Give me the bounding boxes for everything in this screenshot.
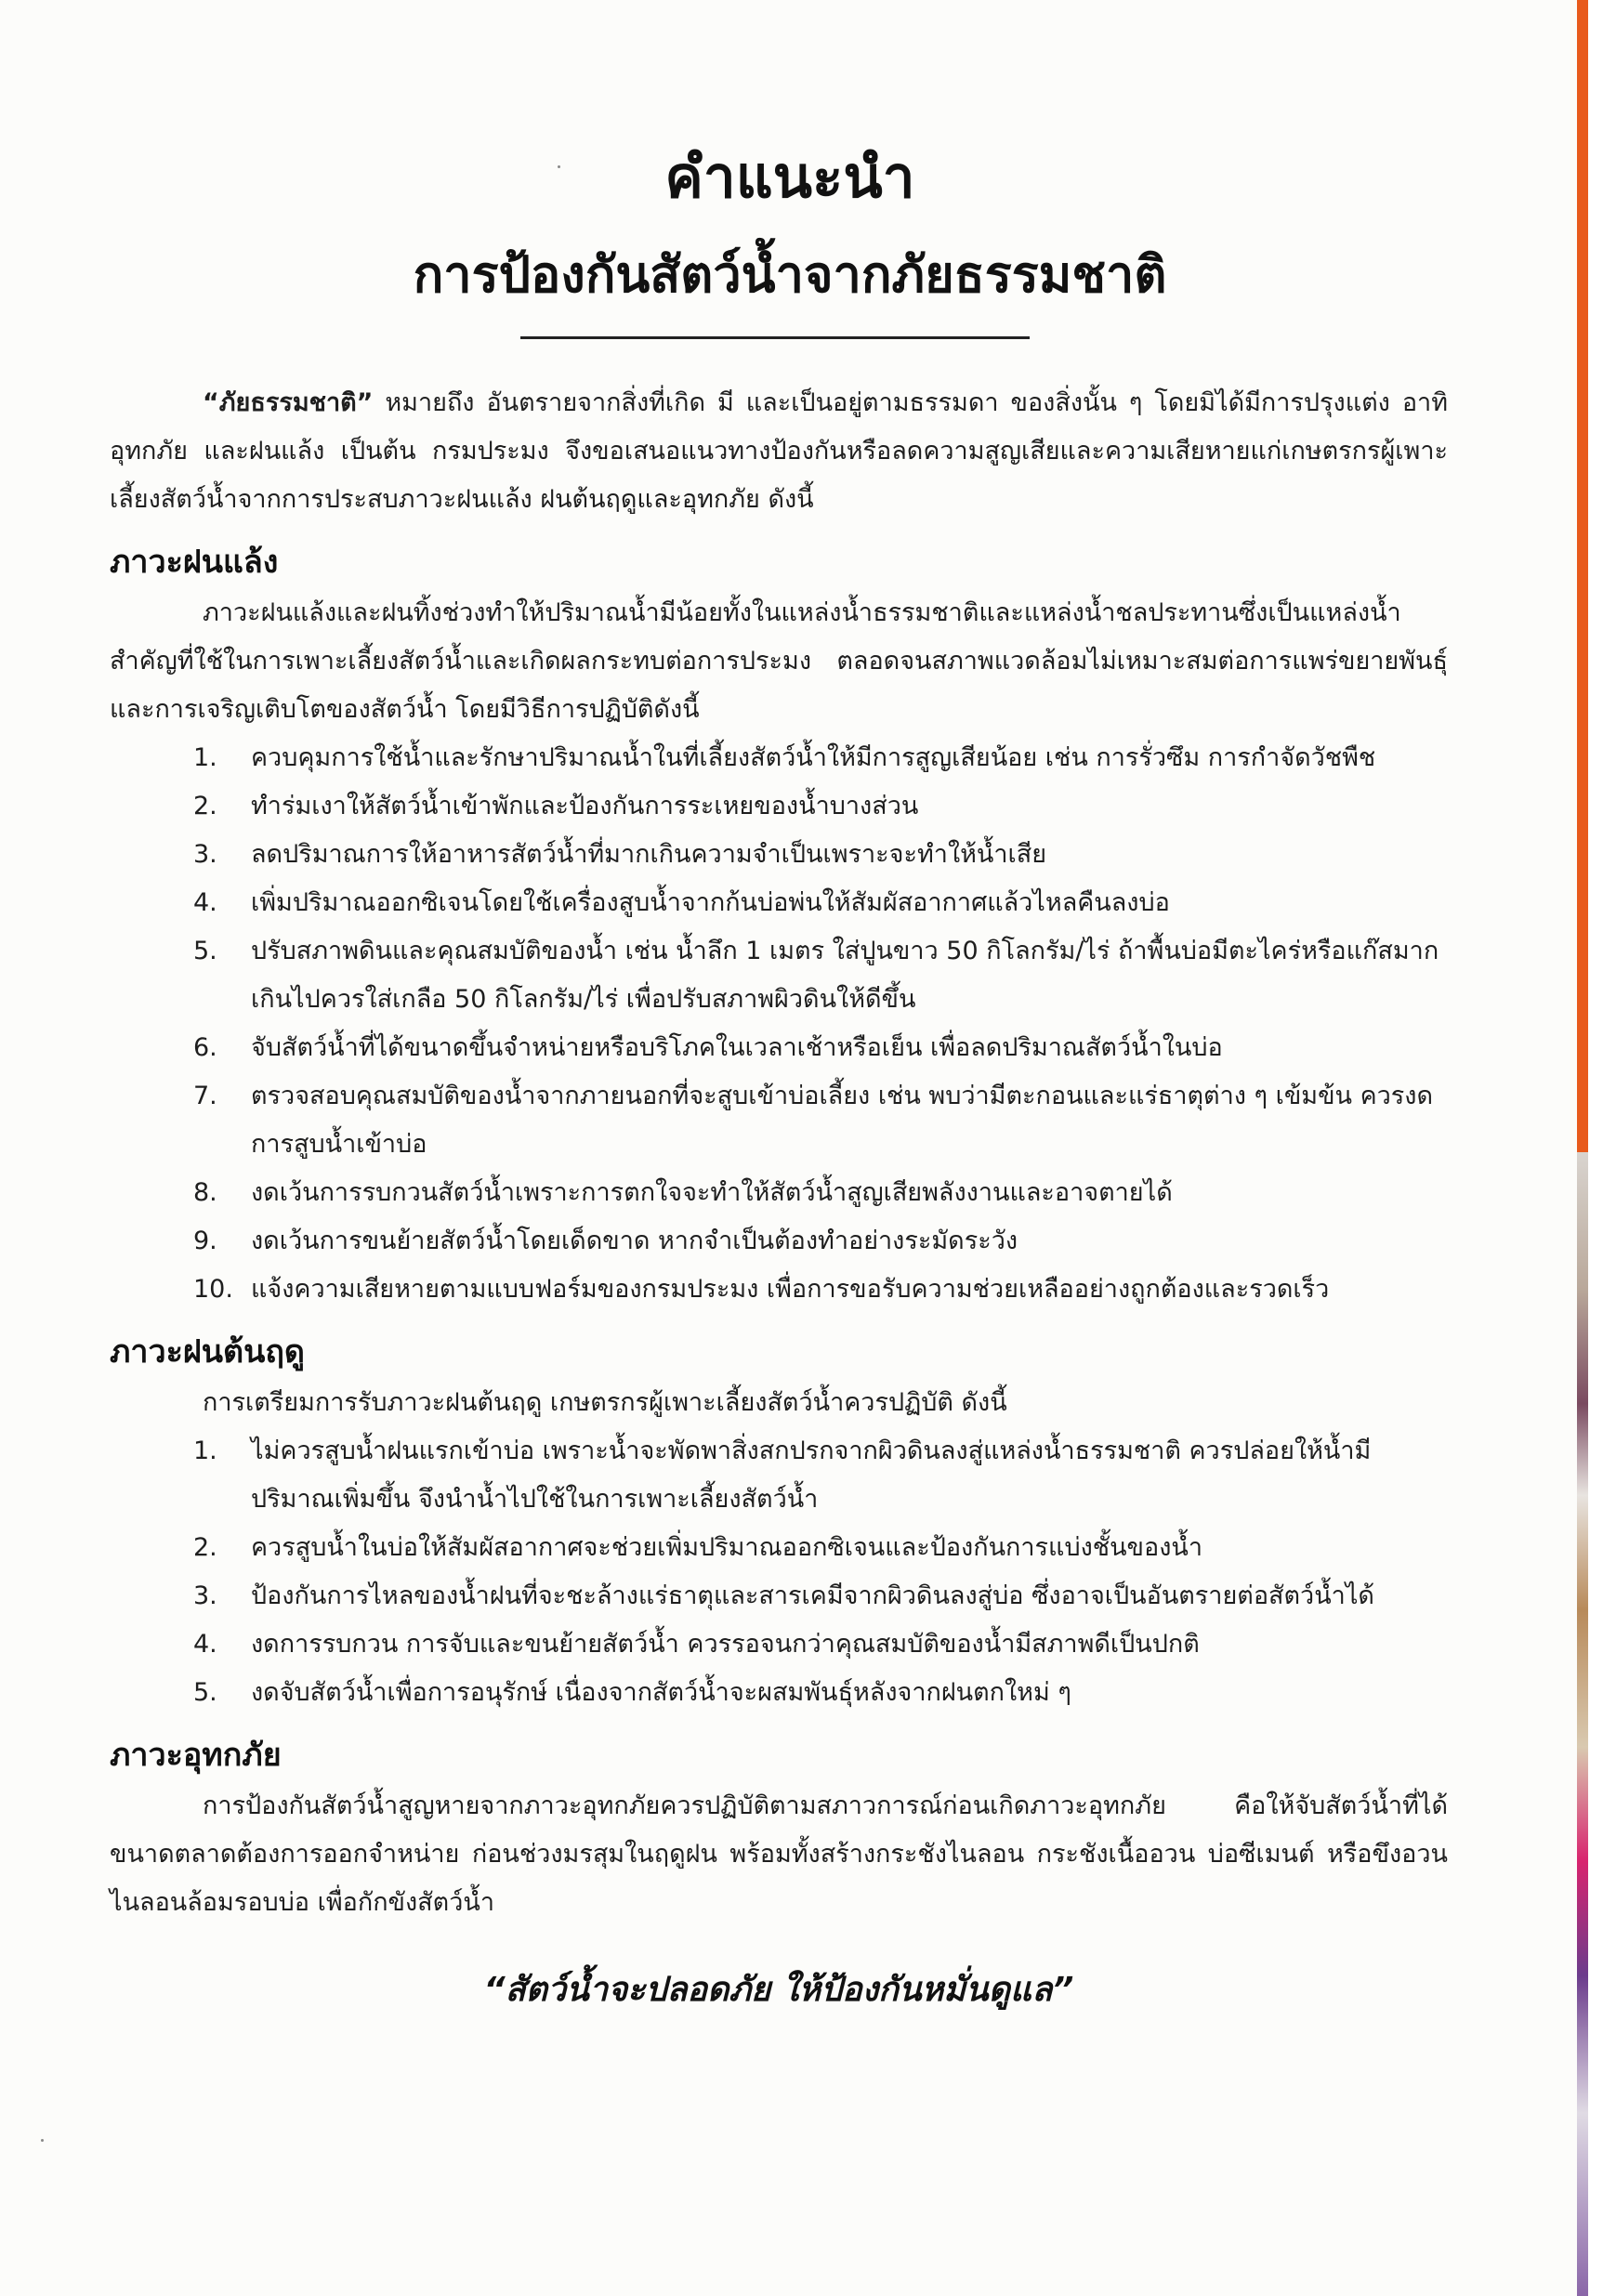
item-number: 10. bbox=[193, 1275, 233, 1304]
intro-text: หมายถึง อันตรายจากสิ่งที่เกิด มี และเป็นอยู่ตามธรรมดา ของสิ่งนั้น ๆ โดยมิได้มีการปรุงแต่ง อาทิ อุทกภัย และฝนแล้ง เป็นต้น กรมประมง จึงขอเสนอแนวทางป้องกันหรือลดความสูญเสียและความเสียหายแก่เกษตรกรผู้เพาะเลี้ยงสัตว์น้ำจากการประสบภาวะฝนแล้ง ฝนต้นฤดูและอุทกภัย ดังนี้ bbox=[110, 388, 1448, 514]
item-text: งดการรบกวน การจับและขนย้ายสัตว์น้ำ ควรรอจนกว่าคุณสมบัติของน้ำมีสภาพดีเป็นปกติ bbox=[251, 1630, 1200, 1659]
item-number: 1. bbox=[193, 743, 217, 772]
list-item bbox=[193, 1169, 1448, 1217]
item-number: 1. bbox=[193, 1437, 217, 1465]
intro-paragraph bbox=[110, 379, 1448, 524]
item-text: ปรับสภาพดินและคุณสมบัติของน้ำ เช่น น้ำลึก 1 เมตร ใส่ปูนขาว 50 กิโลกรัม/ไร่ ถ้าพื้นบ่อมีตะไคร่หรือแก๊สมากเกินไปควรใส่เกลือ 50 กิโลกรัม/ไร่ เพื่อปรับสภาพผิวดินให้ดีขึ้น bbox=[251, 937, 1439, 1014]
item-text: งดเว้นการรบกวนสัตว์น้ำเพราะการตกใจจะทำให้สัตว์น้ำสูญเสียพลังงานและอาจตายได้ bbox=[251, 1178, 1173, 1207]
item-text: ทำร่มเงาให้สัตว์น้ำเข้าพักและป้องกันการระเหยของน้ำบางส่วน bbox=[251, 792, 919, 820]
section-heading-early-rain: ภาวะฝนต้นฤดู bbox=[110, 1333, 306, 1371]
item-text: งดจับสัตว์น้ำเพื่อการอนุรักษ์ เนื่องจากสัตว์น้ำจะผสมพันธุ์หลังจากฝนตกใหม่ ๆ bbox=[251, 1678, 1071, 1707]
item-number: 2. bbox=[193, 792, 217, 820]
item-text: ป้องกันการไหลของน้ำฝนที่จะชะล้างแร่ธาตุและสารเคมีจากผิวดินลงสู่บ่อ ซึ่งอาจเป็นอันตรายต่อสัตว์น้ำได้ bbox=[251, 1581, 1374, 1610]
item-text: งดเว้นการขนย้ายสัตว์น้ำโดยเด็ดขาด หากจำเป็นต้องทำอย่างระมัดระวัง bbox=[251, 1227, 1018, 1255]
item-text: จับสัตว์น้ำที่ได้ขนาดขึ้นจำหน่ายหรือบริโภคในเวลาเช้าหรือเย็น เพื่อลดปริมาณสัตว์น้ำในบ่อ bbox=[251, 1033, 1223, 1062]
item-number: 9. bbox=[193, 1227, 217, 1255]
closing-slogan: “สัตว์น้ำจะปลอดภัย ให้ป้องกันหมั่นดูแล” bbox=[483, 1971, 1074, 2009]
item-text: ลดปริมาณการให้อาหารสัตว์น้ำที่มากเกินความจำเป็นเพราะจะทำให้น้ำเสีย bbox=[251, 840, 1047, 869]
list-item bbox=[193, 1669, 1448, 1717]
early-rain-lead: การเตรียมการรับภาวะฝนต้นฤดู เกษตรกรผู้เพาะเลี้ยงสัตว์น้ำควรปฏิบัติ ดังนี้ bbox=[203, 1388, 1007, 1417]
list-item bbox=[193, 734, 1448, 782]
scan-margin bbox=[1588, 0, 1603, 2296]
item-text: ควรสูบน้ำในบ่อให้สัมผัสอากาศจะช่วยเพิ่มปริมาณออกซิเจนและป้องกันการแบ่งชั้นของน้ำ bbox=[251, 1533, 1203, 1562]
item-number: 5. bbox=[193, 1678, 217, 1707]
item-number: 6. bbox=[193, 1033, 217, 1062]
section-heading-drought: ภาวะฝนแล้ง bbox=[110, 544, 279, 581]
list-item bbox=[193, 1572, 1448, 1620]
item-text: ไม่ควรสูบน้ำฝนแรกเข้าบ่อ เพราะน้ำจะพัดพาสิ่งสกปรกจากผิวดินลงสู่แหล่งน้ำธรรมชาติ ควรปล่อยให้น้ำมีปริมาณเพิ่มขึ้น จึงนำน้ำไปใช้ในการเพาะเลี้ยงสัตว์น้ำ bbox=[251, 1437, 1372, 1514]
item-number: 3. bbox=[193, 1581, 217, 1610]
title-main: คำแนะนำ bbox=[664, 143, 915, 211]
item-number: 7. bbox=[193, 1082, 217, 1110]
list-item bbox=[193, 782, 1448, 831]
item-number: 8. bbox=[193, 1178, 217, 1207]
item-number: 4. bbox=[193, 888, 217, 917]
item-number: 2. bbox=[193, 1533, 217, 1562]
item-text: ตรวจสอบคุณสมบัติของน้ำจากภายนอกที่จะสูบเข้าบ่อเลี้ยง เช่น พบว่ามีตะกอนและแร่ธาตุต่าง ๆ เข้มข้น ควรงดการสูบน้ำเข้าบ่อ bbox=[251, 1082, 1434, 1159]
title-subtitle: การป้องกันสัตว์น้ำจากภัยธรรมชาติ bbox=[413, 245, 1167, 304]
item-text: เพิ่มปริมาณออกซิเจนโดยใช้เครื่องสูบน้ำจากก้นบ่อพ่นให้สัมผัสอากาศแล้วไหลคืนลงบ่อ bbox=[251, 888, 1170, 917]
intro-lead-term: “ภัยธรรมชาติ” bbox=[203, 388, 374, 417]
item-number: 4. bbox=[193, 1630, 217, 1659]
list-item bbox=[193, 1620, 1448, 1669]
page-edge-strip bbox=[1577, 1152, 1588, 2296]
list-item bbox=[193, 1427, 1448, 1524]
item-text: ควบคุมการใช้น้ำและรักษาปริมาณน้ำในที่เลี้ยงสัตว์น้ำให้มีการสูญเสียน้อย เช่น การรั่วซึม การกำจัดวัชพืช bbox=[251, 743, 1376, 772]
early-rain-list bbox=[110, 1427, 1448, 1717]
section-heading-flood: ภาวะอุทกภัย bbox=[110, 1737, 282, 1774]
drought-list bbox=[110, 734, 1448, 1314]
list-item bbox=[193, 1072, 1448, 1169]
title-divider bbox=[520, 336, 1030, 339]
list-item bbox=[193, 879, 1448, 927]
item-number: 5. bbox=[193, 937, 217, 965]
list-item bbox=[193, 1266, 1448, 1314]
list-item bbox=[193, 1524, 1448, 1572]
document-body bbox=[110, 379, 1448, 2016]
list-item bbox=[193, 927, 1448, 1024]
flood-paragraph: การป้องกันสัตว์น้ำสูญหายจากภาวะอุทกภัยควรปฏิบัติตามสภาวการณ์ก่อนเกิดภาวะอุทกภัย คือให้จับสัตว์น้ำที่ได้ขนาดตลาดต้องการออกจำหน่าย ก่อนช่วงมรสุมในฤดูฝน พร้อมทั้งสร้างกระชังไนลอน กระชังเนื้ออวน บ่อซีเมนต์ หรือขึงอวนไนลอนล้อมรอบบ่อ เพื่อกักขังสัตว์น้ำ bbox=[110, 1791, 1448, 1917]
item-text: แจ้งความเสียหายตามแบบฟอร์มของกรมประมง เพื่อการขอรับความช่วยเหลืออย่างถูกต้องและรวดเร็ว bbox=[251, 1275, 1330, 1304]
list-item bbox=[193, 1024, 1448, 1072]
drought-paragraph: ภาวะฝนแล้งและฝนทิ้งช่วงทำให้ปริมาณน้ำมีน้อยทั้งในแหล่งน้ำธรรมชาติและแหล่งน้ำชลประทานซึ่งเป็นแหล่งน้ำสำคัญที่ใช้ในการเพาะเลี้ยงสัตว์น้ำและเกิดผลกระทบต่อการประมง ตลอดจนสภาพแวดล้อมไม่เหมาะสมต่อการแพร่ขยายพันธุ์และการเจริญเติบโตของสัตว์น้ำ โดยมีวิธีการปฏิบัติดังนี้ bbox=[110, 598, 1448, 724]
scan-speck bbox=[41, 2139, 44, 2142]
list-item bbox=[193, 1217, 1448, 1266]
item-number: 3. bbox=[193, 840, 217, 869]
list-item bbox=[193, 831, 1448, 879]
